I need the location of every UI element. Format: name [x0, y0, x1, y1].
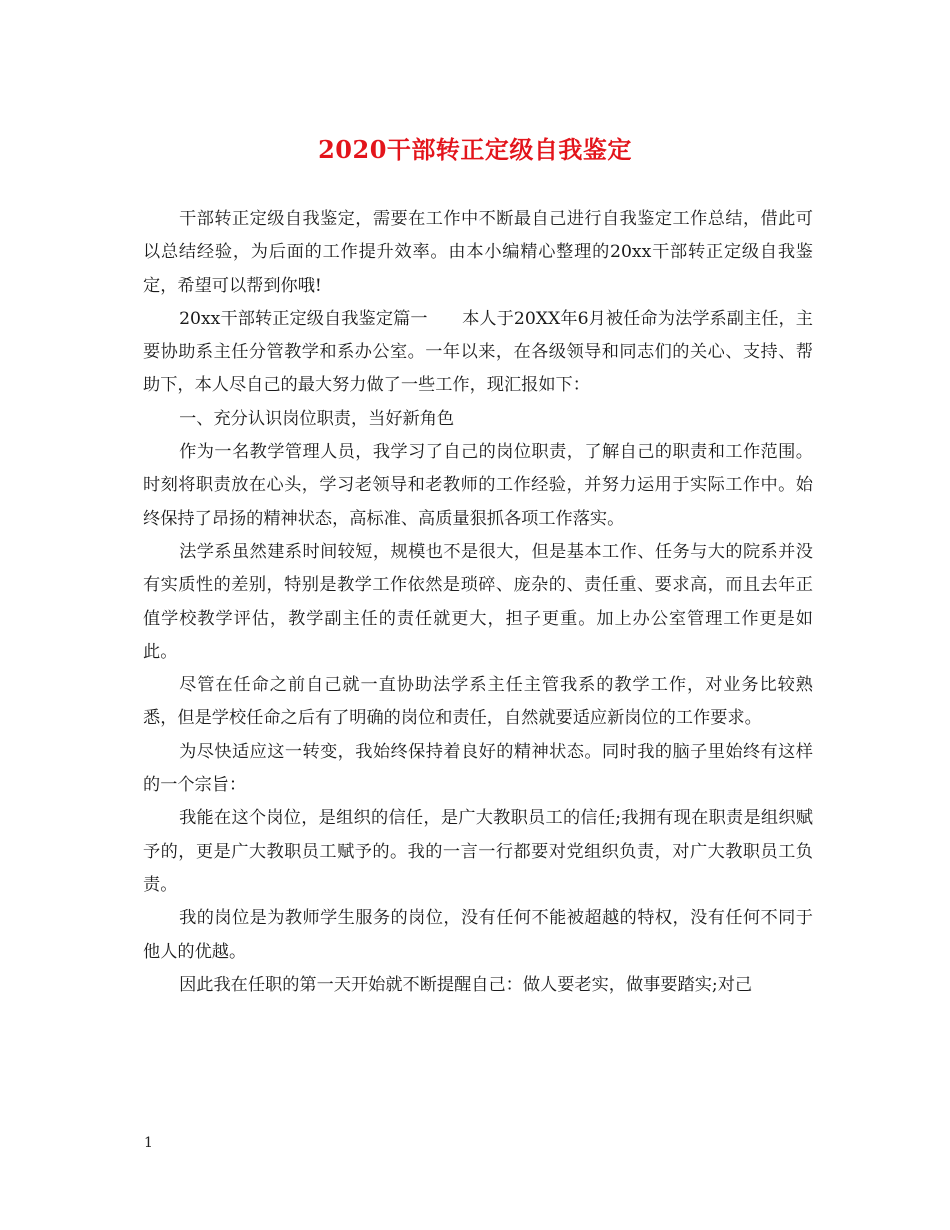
- page-number: 1: [144, 1135, 153, 1151]
- paragraph: 为尽快适应这一转变，我始终保持着良好的精神状态。同时我的脑子里始终有这样的一个宗旨：: [143, 741, 813, 796]
- paragraph: 20xx干部转正定级自我鉴定篇一 本人于20XX年6月被任命为法学系副主任，主要协助系主任分管教学和系办公室。一年以来，在各级领导和同志们的关心、支持、帮助下，本人尽自己的最大努力做了一些工作，现汇报如下：: [143, 308, 813, 396]
- paragraph: 我的岗位是为教师学生服务的岗位，没有任何不能被超越的特权，没有任何不同于他人的优越。: [143, 908, 813, 962]
- paragraph: 法学系虽然建系时间较短，规模也不是很大，但是基本工作、任务与大的院系并没有实质性的差别，特别是教学工作依然是琐碎、庞杂的、责任重、要求高，而且去年正值学校教学评估，教学副主任的责任就更大，担子更重。加上办公室管理工作更是如此。: [143, 541, 813, 662]
- paragraph: 作为一名教学管理人员，我学习了自己的岗位职责，了解自己的职责和工作范围。时刻将职责放在心头，学习老领导和老教师的工作经验，并努力运用于实际工作中。始终保持了昂扬的精神状态，高标准、高质量狠抓各项工作落实。: [143, 442, 813, 529]
- paragraph: 干部转正定级自我鉴定，需要在工作中不断最自己进行自我鉴定工作总结，借此可以总结经验，为后面的工作提升效率。由本小编精心整理的20xx干部转正定级自我鉴定，希望可以帮到你哦!: [143, 209, 813, 296]
- document-body: [143, 203, 813, 1002]
- section-heading: 一、充分认识岗位职责，当好新角色: [179, 408, 455, 429]
- paragraph: 因此我在任职的第一天开始就不断提醒自己：做人要老实，做事要踏实;对己: [179, 974, 753, 995]
- document-title: 2020干部转正定级自我鉴定: [318, 135, 632, 164]
- paragraph: 我能在这个岗位，是组织的信任，是广大教职员工的信任;我拥有现在职责是组织赋予的，更是广大教职员工赋予的。我的一言一行都要对党组织负责，对广大教职员工负责。: [143, 808, 813, 895]
- paragraph: 尽管在任命之前自己就一直协助法学系主任主管我系的教学工作，对业务比较熟悉，但是学校任命之后有了明确的岗位和责任，自然就要适应新岗位的工作要求。: [143, 675, 813, 729]
